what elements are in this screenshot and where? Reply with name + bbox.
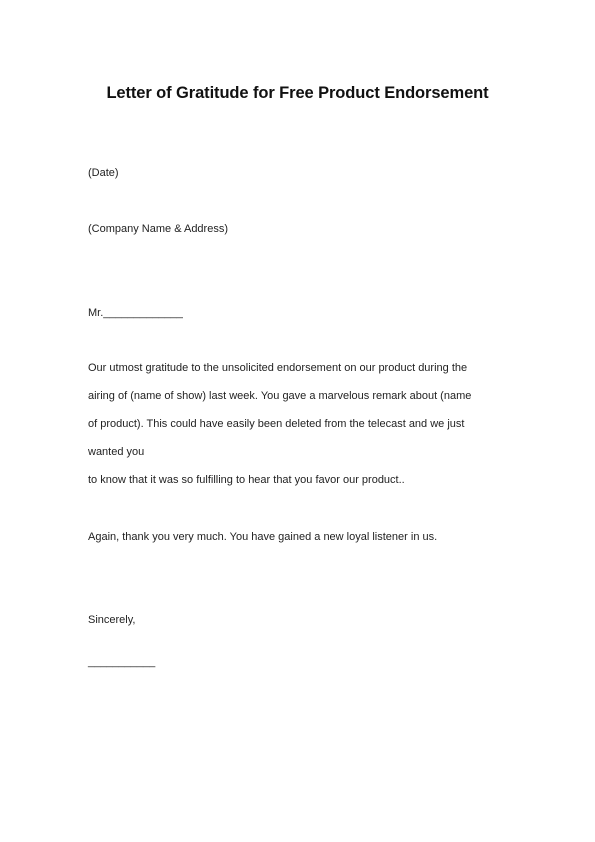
signature-line: ___________: [88, 656, 156, 668]
closing-paragraph: Again, thank you very much. You have gained a new loyal listener in us.: [88, 531, 438, 543]
body-line: airing of (name of show) last week. You gave a marvelous remark about (name: [88, 390, 472, 402]
body-line: of product). This could have easily been deleted from the telecast and we just: [88, 418, 465, 430]
salutation: Mr._____________: [88, 307, 183, 319]
body-line: to know that it was so fulfilling to hear that you favor our product..: [88, 474, 405, 486]
body-line: Our utmost gratitude to the unsolicited endorsement on our product during the: [88, 362, 468, 374]
date-placeholder: (Date): [88, 167, 119, 179]
body-line: wanted you: [88, 446, 145, 458]
letter-title: Letter of Gratitude for Free Product Endorsement: [106, 84, 489, 102]
company-placeholder: (Company Name & Address): [88, 223, 228, 235]
closing: Sincerely,: [88, 614, 136, 626]
